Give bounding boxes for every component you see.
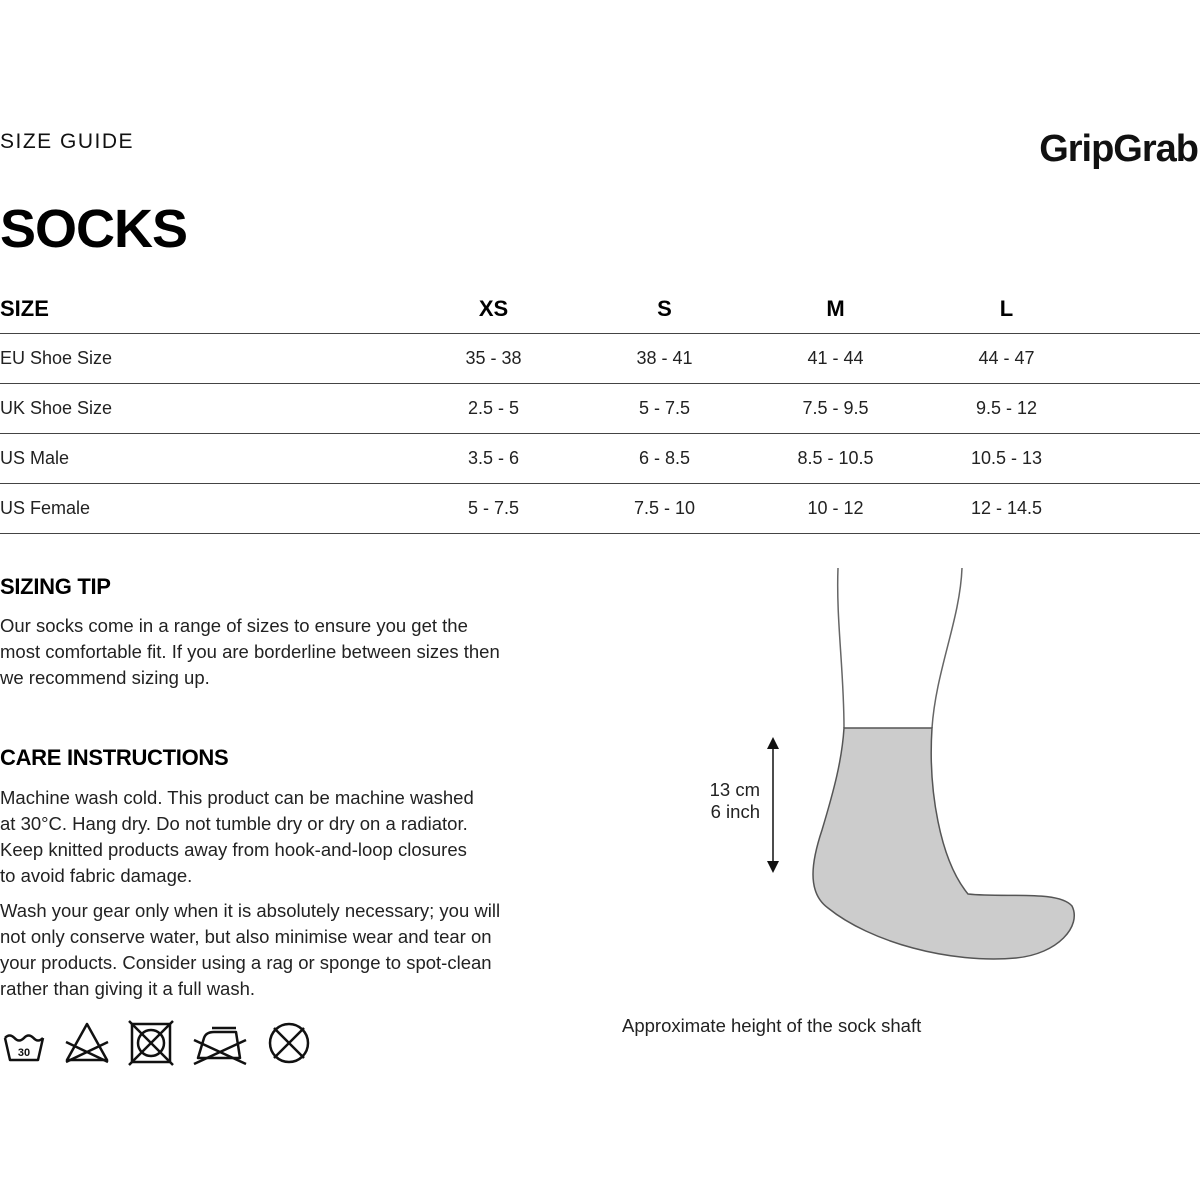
- care-icons: [2, 1020, 312, 1066]
- no-iron-icon: [192, 1020, 248, 1066]
- height-label: [710, 779, 760, 823]
- table-cell-spacer: [1092, 384, 1200, 434]
- care-heading: CARE INSTRUCTIONS: [0, 745, 229, 770]
- row-label: US Female: [0, 484, 408, 534]
- table-cell: 35 - 38: [408, 334, 579, 384]
- table-cell: 38 - 41: [579, 334, 750, 384]
- care-line: your products. Consider using a rag or sponge to spot-clean: [0, 952, 492, 973]
- care-line: at 30°C. Hang dry. Do not tumble dry or dry on a radiator.: [0, 813, 468, 834]
- care-line: not only conserve water, but also minimise wear and tear on: [0, 926, 492, 947]
- table-cell: 44 - 47: [921, 334, 1092, 384]
- no-dry-clean-icon: [266, 1020, 312, 1066]
- row-label: EU Shoe Size: [0, 334, 408, 384]
- care-line: to avoid fabric damage.: [0, 865, 193, 886]
- table-cell: 8.5 - 10.5: [750, 434, 921, 484]
- leg-outline: [838, 568, 962, 728]
- size-table: [0, 284, 1200, 534]
- care-line: rather than giving it a full wash.: [0, 978, 256, 999]
- table-cell-spacer: [1092, 334, 1200, 384]
- table-row: [0, 384, 1200, 434]
- sock-illustration: [800, 560, 1090, 980]
- table-cell: 10.5 - 13: [921, 434, 1092, 484]
- size-header-spacer: [1092, 284, 1200, 334]
- wash-30-icon: [2, 1022, 46, 1066]
- care-paragraph-1: [0, 785, 585, 889]
- table-cell: 2.5 - 5: [408, 384, 579, 434]
- size-header-xs: XS: [408, 284, 579, 334]
- table-cell-spacer: [1092, 484, 1200, 534]
- table-cell: 6 - 8.5: [579, 434, 750, 484]
- table-cell: 12 - 14.5: [921, 484, 1092, 534]
- brand-logo: GripGrab: [1039, 128, 1198, 170]
- size-header: SIZE: [0, 284, 408, 334]
- row-label: UK Shoe Size: [0, 384, 408, 434]
- table-cell: 9.5 - 12: [921, 384, 1092, 434]
- table-cell: 41 - 44: [750, 334, 921, 384]
- table-cell-spacer: [1092, 434, 1200, 484]
- table-cell: 7.5 - 10: [579, 484, 750, 534]
- sizing-tip-text: [0, 613, 585, 691]
- eyebrow-label: SIZE GUIDE: [0, 130, 135, 153]
- height-cm: 13 cm: [709, 779, 760, 800]
- size-header-l: L: [921, 284, 1092, 334]
- height-inch: 6 inch: [710, 801, 760, 822]
- table-cell: 5 - 7.5: [579, 384, 750, 434]
- wash-temp-label: 30: [17, 1047, 31, 1059]
- table-row: [0, 434, 1200, 484]
- page-title: SOCKS: [0, 199, 188, 259]
- table-cell: 3.5 - 6: [408, 434, 579, 484]
- no-bleach-icon: [64, 1020, 110, 1066]
- table-cell: 5 - 7.5: [408, 484, 579, 534]
- care-line: Machine wash cold. This product can be machine washed: [0, 787, 474, 808]
- sizing-tip-line: most comfortable fit. If you are borderline between sizes then: [0, 641, 500, 662]
- row-label: US Male: [0, 434, 408, 484]
- size-table-header: [0, 284, 1200, 334]
- table-cell: 10 - 12: [750, 484, 921, 534]
- care-paragraph-2: [0, 898, 585, 1002]
- care-line: Keep knitted products away from hook-and-loop closures: [0, 839, 467, 860]
- table-cell: 7.5 - 9.5: [750, 384, 921, 434]
- sock-shape: [813, 728, 1074, 959]
- size-header-s: S: [579, 284, 750, 334]
- table-row: [0, 334, 1200, 384]
- table-row: [0, 484, 1200, 534]
- sizing-tip-line: we recommend sizing up.: [0, 667, 210, 688]
- no-tumble-dry-icon: [128, 1020, 174, 1066]
- height-arrow: [763, 735, 783, 875]
- care-line: Wash your gear only when it is absolutely necessary; you will: [0, 900, 501, 921]
- illustration-caption: Approximate height of the sock shaft: [622, 1015, 922, 1036]
- sizing-tip-line: Our socks come in a range of sizes to ensure you get the: [0, 615, 468, 636]
- size-header-m: M: [750, 284, 921, 334]
- sizing-tip-heading: SIZING TIP: [0, 574, 111, 599]
